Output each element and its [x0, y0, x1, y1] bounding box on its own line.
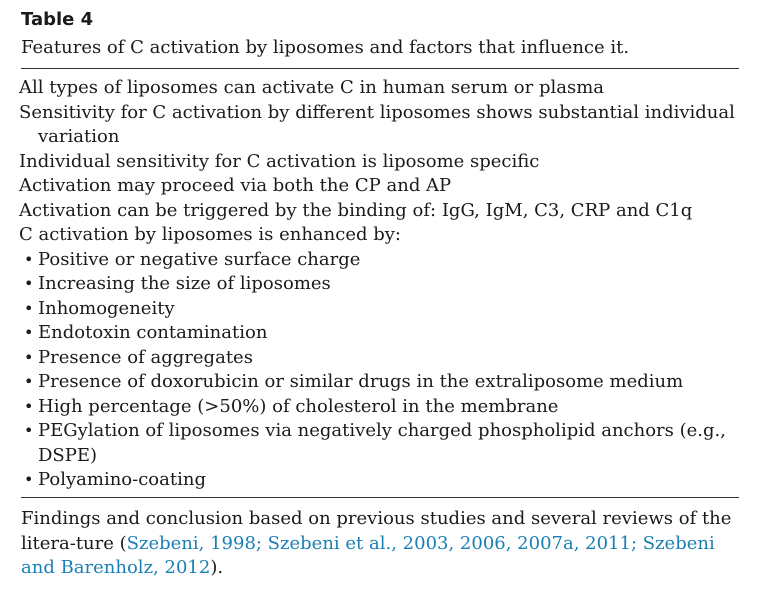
bullet-item — [24, 321, 738, 346]
bullet-item — [24, 248, 738, 273]
bullet-item — [24, 346, 738, 371]
bullet-icon: • — [24, 470, 34, 489]
table-footnote — [21, 507, 741, 581]
footnote-references-link[interactable]: Szebeni, 1998; Szebeni et al., 2003, 2006, 2007a, 2011; Szebeni and Barenholz, 2012 — [21, 532, 715, 578]
bottom-rule — [21, 497, 739, 498]
footnote-text: Findings and conclusion based on previous studies and several reviews of the litera-ture ( — [21, 508, 732, 554]
statement-row: Individual sensitivity for C activation is liposome specific — [19, 150, 540, 172]
footnote-text-end: ). — [210, 557, 224, 578]
statement-row: Activation may proceed via both the CP and AP — [19, 175, 452, 196]
bullet-text: Presence of aggregates — [38, 346, 253, 368]
bullet-item — [24, 272, 738, 297]
bullet-item — [24, 419, 738, 468]
statement-row: C activation by liposomes is enhanced by: — [19, 224, 401, 245]
bullet-text: Presence of doxorubicin or similar drugs in the extraliposome medium — [38, 371, 684, 392]
table-body — [19, 76, 738, 493]
bullet-item — [24, 297, 738, 322]
statement-row: Activation can be triggered by the binding of: IgG, IgM, C3, CRP and C1q — [19, 199, 693, 221]
bullet-text: Inhomogeneity — [38, 297, 175, 319]
bullet-text: Polyamino-coating — [38, 469, 206, 490]
bullet-item — [24, 395, 738, 420]
bullet-icon: • — [24, 347, 34, 367]
statement-row: All types of liposomes can activate C in human serum or plasma — [19, 77, 605, 98]
statement-row: Sensitivity for C activation by different liposomes shows substantial individual variation — [19, 101, 735, 147]
bullet-icon: • — [24, 249, 34, 269]
bullet-text: Positive or negative surface charge — [38, 248, 361, 270]
bullet-text: PEGylation of liposomes via negatively charged phospholipid anchors (e.g., DSPE) — [38, 420, 726, 466]
bullet-icon: • — [24, 421, 34, 440]
top-rule — [21, 68, 739, 69]
bullet-icon: • — [24, 298, 34, 318]
bullet-text: Increasing the size of liposomes — [38, 273, 331, 294]
bullet-text: Endotoxin contamination — [38, 322, 268, 343]
table-label: Table 4 — [21, 9, 94, 30]
bullet-text: High percentage (>50%) of cholesterol in the membrane — [38, 395, 559, 417]
bullet-item — [24, 370, 738, 395]
table-caption: Features of C activation by liposomes and factors that influence it. — [21, 37, 630, 58]
bullet-icon: • — [24, 372, 34, 391]
bullet-icon: • — [24, 274, 34, 293]
bullet-icon: • — [24, 323, 34, 342]
bullet-icon: • — [24, 396, 34, 416]
bullet-item — [24, 468, 738, 493]
